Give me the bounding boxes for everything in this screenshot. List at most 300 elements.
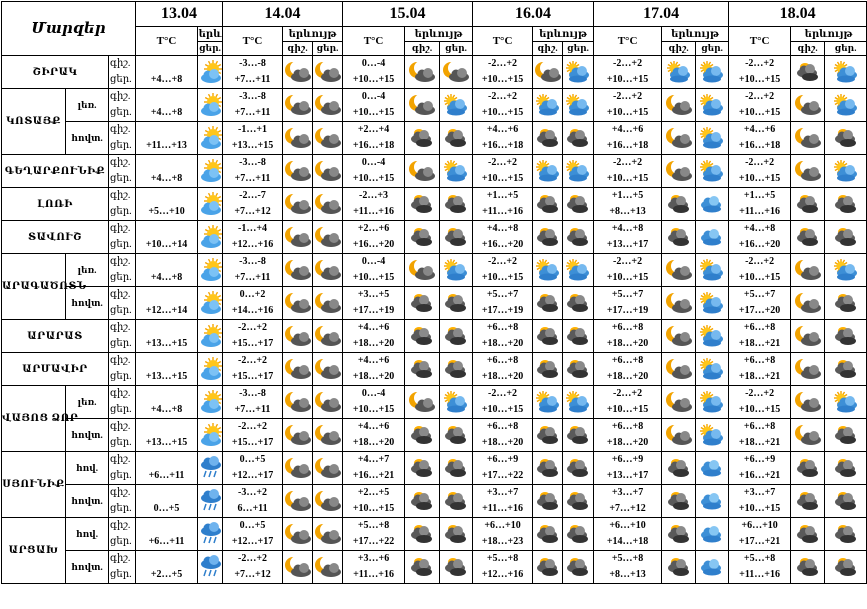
time-labels bbox=[109, 485, 136, 518]
temperature-cell bbox=[136, 452, 198, 485]
weather-cell bbox=[533, 254, 563, 287]
weather-cell bbox=[440, 122, 473, 155]
weather-cell bbox=[533, 518, 563, 551]
time-labels bbox=[109, 122, 136, 155]
weather-cell bbox=[313, 320, 343, 353]
overcast-icon bbox=[563, 423, 593, 447]
day-temp: +4…+8 bbox=[150, 272, 183, 283]
temperature-cell bbox=[729, 551, 791, 584]
night-temp bbox=[136, 386, 197, 402]
day-temp: +14…+18 bbox=[606, 536, 649, 547]
table-row bbox=[2, 56, 867, 89]
rain-cloud-icon bbox=[198, 555, 222, 579]
weather-cell bbox=[533, 353, 563, 386]
weather-cell bbox=[563, 254, 594, 287]
temperature-cell bbox=[343, 122, 405, 155]
night-temp bbox=[136, 551, 197, 567]
night-temp: +2…+6 bbox=[357, 223, 390, 234]
day-temp: +7…+11 bbox=[234, 74, 271, 85]
subregion-name: հովտ. bbox=[66, 287, 109, 320]
weather-cell bbox=[283, 254, 313, 287]
temperature-cell bbox=[594, 221, 662, 254]
partly-cloudy-icon bbox=[825, 258, 866, 282]
day-label: ցեր. bbox=[110, 470, 132, 481]
weather-cell bbox=[563, 353, 594, 386]
partly-cloudy-icon bbox=[440, 258, 472, 282]
temperature-cell bbox=[136, 353, 198, 386]
night-temp bbox=[136, 254, 197, 270]
moon-cloud-icon bbox=[791, 357, 824, 381]
table-row bbox=[2, 485, 867, 518]
sunny-clouds-icon bbox=[198, 423, 222, 447]
weather-cell bbox=[440, 419, 473, 452]
weather-cell bbox=[791, 254, 825, 287]
weather-cell bbox=[696, 452, 729, 485]
temperature-cell bbox=[594, 419, 662, 452]
night-temp bbox=[136, 287, 197, 303]
day-temp: +15…+17 bbox=[231, 338, 274, 349]
overcast-icon bbox=[563, 357, 593, 381]
temperature-cell bbox=[473, 188, 533, 221]
subregion-name: լեռ. bbox=[66, 386, 109, 419]
weather-cell bbox=[696, 386, 729, 419]
day-temp: +10…+15 bbox=[352, 107, 395, 118]
weather-cell bbox=[696, 419, 729, 452]
night-label: գիշ. bbox=[110, 355, 131, 366]
weather-cell bbox=[283, 518, 313, 551]
night-temp: +2…+5 bbox=[357, 487, 390, 498]
night-temp: +6…+8 bbox=[486, 322, 519, 333]
day-header: ցեր. bbox=[440, 42, 473, 56]
region-name: ԿՈՏԱՅՔ bbox=[2, 89, 66, 155]
weather-cell bbox=[563, 188, 594, 221]
weather-cell bbox=[405, 353, 440, 386]
overcast-icon bbox=[533, 126, 562, 150]
night-temp: -2…+2 bbox=[238, 553, 268, 564]
overcast-icon bbox=[662, 456, 695, 480]
table-row bbox=[2, 221, 867, 254]
overcast-icon bbox=[440, 357, 472, 381]
overcast-icon bbox=[440, 291, 472, 315]
overcast-icon bbox=[825, 324, 866, 348]
temperature-cell bbox=[594, 56, 662, 89]
weather-cell bbox=[198, 287, 223, 320]
day-header: ցեր. bbox=[313, 42, 343, 56]
weather-header: երևույթ bbox=[791, 27, 867, 42]
night-temp: -2…+2 bbox=[745, 91, 775, 102]
day-temp: +7…+11 bbox=[234, 272, 271, 283]
night-temp bbox=[136, 221, 197, 237]
temperature-cell bbox=[343, 419, 405, 452]
day-temp: +16…+20 bbox=[481, 239, 524, 250]
night-temp: -2…+2 bbox=[488, 388, 518, 399]
day-temp: +7…+11 bbox=[234, 404, 271, 415]
moon-cloud-icon bbox=[283, 357, 312, 381]
overcast-icon bbox=[440, 456, 472, 480]
night-temp: -2…+2 bbox=[613, 388, 643, 399]
table-row bbox=[2, 122, 867, 155]
weather-cell bbox=[696, 122, 729, 155]
day-temp: +18…+20 bbox=[606, 371, 649, 382]
weather-cell bbox=[313, 89, 343, 122]
table-row bbox=[2, 353, 867, 386]
moon-cloud-icon bbox=[791, 390, 824, 414]
subregion-name: հովտ. bbox=[66, 419, 109, 452]
overcast-icon bbox=[405, 291, 439, 315]
overcast-icon bbox=[563, 324, 593, 348]
weather-cell bbox=[283, 452, 313, 485]
night-temp: -1…+1 bbox=[238, 124, 268, 135]
table-row bbox=[2, 287, 867, 320]
weather-header: երևույթ bbox=[662, 27, 729, 42]
region-name: ՍՅՈՒՆԻՔ bbox=[2, 452, 66, 518]
temperature-cell bbox=[729, 353, 791, 386]
weather-cell bbox=[825, 353, 867, 386]
table-row bbox=[2, 419, 867, 452]
region-name: ԱՐՄԱՎԻՐ bbox=[2, 353, 109, 386]
day-label: ցեր. bbox=[110, 206, 132, 217]
weather-cell bbox=[313, 452, 343, 485]
weather-cell bbox=[405, 551, 440, 584]
weather-cell bbox=[533, 551, 563, 584]
night-temp: +5…+7 bbox=[486, 289, 519, 300]
day-temp: +16…+21 bbox=[352, 470, 395, 481]
weather-cell bbox=[662, 386, 696, 419]
partly-cloudy-icon bbox=[825, 93, 866, 117]
weather-cell bbox=[791, 89, 825, 122]
night-label: գիշ. bbox=[110, 256, 131, 267]
night-label: գիշ. bbox=[110, 388, 131, 399]
overcast-icon bbox=[533, 291, 562, 315]
temperature-cell bbox=[223, 419, 283, 452]
moon-cloud-icon bbox=[283, 324, 312, 348]
region-name: ԳԵՂԱՐՔՈՒՆԻՔ bbox=[2, 155, 109, 188]
weather-cell bbox=[198, 551, 223, 584]
weather-cell bbox=[405, 320, 440, 353]
temperature-cell bbox=[473, 518, 533, 551]
table-row bbox=[2, 386, 867, 419]
moon-cloud-icon bbox=[662, 93, 695, 117]
day-temp: +12…+16 bbox=[481, 569, 524, 580]
overcast-icon bbox=[405, 126, 439, 150]
weather-cell bbox=[533, 89, 563, 122]
night-temp: -3…-8 bbox=[239, 157, 266, 168]
moon-cloud-icon bbox=[791, 159, 824, 183]
night-temp: +6…+8 bbox=[743, 322, 776, 333]
weather-cell bbox=[198, 56, 223, 89]
partly-cloudy-icon bbox=[440, 159, 472, 183]
temperature-cell bbox=[136, 155, 198, 188]
night-temp: 0…-4 bbox=[361, 256, 386, 267]
night-temp: +4…+6 bbox=[357, 421, 390, 432]
temperature-cell bbox=[223, 254, 283, 287]
temperature-header: T°C bbox=[473, 27, 533, 56]
weather-cell bbox=[662, 122, 696, 155]
night-temp: -3…-8 bbox=[239, 256, 266, 267]
weather-cell bbox=[198, 221, 223, 254]
weather-cell bbox=[405, 287, 440, 320]
weather-cell bbox=[198, 188, 223, 221]
moon-cloud-icon bbox=[662, 357, 695, 381]
weather-cell bbox=[405, 254, 440, 287]
weather-cell bbox=[825, 419, 867, 452]
night-temp bbox=[136, 89, 197, 105]
temperature-header: T°C bbox=[343, 27, 405, 56]
day-temp: +10…+15 bbox=[606, 107, 649, 118]
moon-cloud-icon bbox=[533, 60, 562, 84]
moon-cloud-icon bbox=[313, 522, 342, 546]
temperature-cell bbox=[473, 221, 533, 254]
night-temp: 0…+5 bbox=[239, 454, 266, 465]
weather-cell bbox=[198, 155, 223, 188]
overcast-icon bbox=[533, 324, 562, 348]
overcast-icon bbox=[440, 225, 472, 249]
moon-cloud-icon bbox=[313, 456, 342, 480]
night-temp: -2…+2 bbox=[238, 322, 268, 333]
day-temp: +10…+15 bbox=[481, 404, 524, 415]
day-temp: +12…+17 bbox=[231, 470, 274, 481]
day-temp: +17…+22 bbox=[481, 470, 524, 481]
overcast-icon bbox=[533, 489, 562, 513]
overcast-icon bbox=[662, 555, 695, 579]
sunny-clouds-icon bbox=[198, 126, 222, 150]
day-header: ցեր. bbox=[825, 42, 867, 56]
night-temp: +1…+5 bbox=[486, 190, 519, 201]
partly-cloudy-icon bbox=[696, 93, 728, 117]
day-temp: +15…+17 bbox=[231, 437, 274, 448]
moon-cloud-icon bbox=[283, 258, 312, 282]
temperature-cell bbox=[729, 419, 791, 452]
partly-cloudy-icon bbox=[662, 60, 695, 84]
day-temp: +7…+12 bbox=[609, 503, 646, 514]
weather-cell bbox=[533, 155, 563, 188]
rain-cloud-icon bbox=[198, 489, 222, 513]
weather-cell bbox=[563, 89, 594, 122]
weather-cell bbox=[662, 551, 696, 584]
overcast-icon bbox=[440, 192, 472, 216]
weather-cell bbox=[440, 518, 473, 551]
night-temp: +6…+10 bbox=[741, 520, 778, 531]
temperature-cell bbox=[729, 56, 791, 89]
weather-cell bbox=[791, 122, 825, 155]
temperature-header: T°C bbox=[223, 27, 283, 56]
date-header: 17.04 bbox=[594, 2, 729, 27]
weather-cell bbox=[440, 320, 473, 353]
night-temp: -2…+2 bbox=[613, 58, 643, 69]
temperature-cell bbox=[594, 386, 662, 419]
weather-cell bbox=[313, 485, 343, 518]
day-temp: 0…+5 bbox=[153, 503, 180, 514]
weather-cell bbox=[313, 56, 343, 89]
night-temp: +4…+8 bbox=[743, 223, 776, 234]
temperature-cell bbox=[223, 89, 283, 122]
date-header: 16.04 bbox=[473, 2, 594, 27]
day-temp: +13…+15 bbox=[145, 371, 188, 382]
sunny-clouds-icon bbox=[198, 357, 222, 381]
moon-cloud-icon bbox=[313, 291, 342, 315]
temperature-cell bbox=[136, 89, 198, 122]
overcast-icon bbox=[405, 555, 439, 579]
night-temp: +6…+9 bbox=[486, 454, 519, 465]
weather-cell bbox=[825, 89, 867, 122]
moon-cloud-icon bbox=[283, 126, 312, 150]
day-temp: +18…+21 bbox=[738, 338, 781, 349]
time-labels bbox=[109, 518, 136, 551]
temperature-cell bbox=[343, 221, 405, 254]
weather-cell bbox=[198, 386, 223, 419]
partly-cloudy-icon bbox=[563, 258, 593, 282]
day-header: ցեր. bbox=[696, 42, 729, 56]
sunny-clouds-icon bbox=[198, 60, 222, 84]
overcast-icon bbox=[533, 357, 562, 381]
weather-cell bbox=[440, 155, 473, 188]
night-temp: +6…+8 bbox=[743, 355, 776, 366]
weather-cell bbox=[313, 287, 343, 320]
day-temp: +10…+15 bbox=[738, 404, 781, 415]
day-label: ցեր. bbox=[110, 74, 132, 85]
temperature-cell bbox=[343, 56, 405, 89]
overcast-icon bbox=[405, 489, 439, 513]
night-label: գիշ. bbox=[110, 124, 131, 135]
day-temp: +16…+18 bbox=[606, 140, 649, 151]
night-temp: +6…+10 bbox=[484, 520, 521, 531]
night-label: գիշ. bbox=[110, 91, 131, 102]
day-temp: +10…+15 bbox=[606, 74, 649, 85]
overcast-icon bbox=[791, 489, 824, 513]
temperature-cell bbox=[729, 89, 791, 122]
weather-cell bbox=[696, 551, 729, 584]
temperature-cell bbox=[136, 188, 198, 221]
overcast-icon bbox=[662, 192, 695, 216]
weather-cell bbox=[405, 518, 440, 551]
weather-cell bbox=[563, 287, 594, 320]
night-temp: -2…-7 bbox=[239, 190, 266, 201]
overcast-icon bbox=[825, 225, 866, 249]
weather-cell bbox=[283, 485, 313, 518]
night-header: գիշ. bbox=[662, 42, 696, 56]
weather-cell bbox=[198, 89, 223, 122]
weather-cell bbox=[283, 353, 313, 386]
weather-cell bbox=[696, 188, 729, 221]
weather-cell bbox=[696, 353, 729, 386]
day-temp: +13…+15 bbox=[145, 437, 188, 448]
weather-cell bbox=[405, 188, 440, 221]
weather-cell bbox=[533, 287, 563, 320]
night-temp: +3…+7 bbox=[611, 487, 644, 498]
moon-cloud-icon bbox=[791, 324, 824, 348]
night-temp: +2…+4 bbox=[357, 124, 390, 135]
weather-cell bbox=[198, 485, 223, 518]
temperature-cell bbox=[343, 287, 405, 320]
night-temp bbox=[136, 518, 197, 534]
day-label: ցեր. bbox=[110, 404, 132, 415]
overcast-icon bbox=[825, 192, 866, 216]
temperature-cell bbox=[136, 56, 198, 89]
weather-cell bbox=[533, 188, 563, 221]
temperature-cell bbox=[729, 155, 791, 188]
night-temp: 0…+2 bbox=[239, 289, 266, 300]
overcast-icon bbox=[825, 555, 866, 579]
subregion-name: հովտ. bbox=[66, 551, 109, 584]
weather-cell bbox=[533, 221, 563, 254]
time-labels bbox=[109, 188, 136, 221]
cloud-blue-icon bbox=[696, 456, 728, 480]
temperature-cell bbox=[136, 221, 198, 254]
overcast-icon bbox=[440, 324, 472, 348]
temperature-cell bbox=[343, 89, 405, 122]
temperature-cell bbox=[136, 254, 198, 287]
day-label: ցեր. bbox=[110, 239, 132, 250]
weather-cell bbox=[791, 419, 825, 452]
night-temp: 0…-4 bbox=[361, 157, 386, 168]
weather-cell bbox=[825, 122, 867, 155]
weather-cell bbox=[440, 551, 473, 584]
temperature-cell bbox=[473, 155, 533, 188]
overcast-icon bbox=[825, 291, 866, 315]
overcast-icon bbox=[825, 357, 866, 381]
temperature-cell bbox=[729, 452, 791, 485]
region-name: ԱՐԱՐԱՏ bbox=[2, 320, 109, 353]
night-temp: -2…+2 bbox=[488, 58, 518, 69]
day-temp: +10…+15 bbox=[481, 107, 524, 118]
weather-cell bbox=[405, 221, 440, 254]
time-labels bbox=[109, 89, 136, 122]
temperature-cell bbox=[343, 386, 405, 419]
day-temp: +7…+11 bbox=[234, 107, 271, 118]
day-label: ցեր. bbox=[110, 305, 132, 316]
table-row bbox=[2, 518, 867, 551]
moon-cloud-icon bbox=[313, 225, 342, 249]
region-name: ԼՈՌԻ bbox=[2, 188, 109, 221]
night-label: գիշ. bbox=[110, 58, 131, 69]
weather-cell bbox=[405, 452, 440, 485]
night-label: գիշ. bbox=[110, 289, 131, 300]
day-temp: +18…+23 bbox=[481, 536, 524, 547]
night-temp: +3…+5 bbox=[357, 289, 390, 300]
temperature-cell bbox=[473, 551, 533, 584]
weather-cell bbox=[440, 353, 473, 386]
day-temp: +10…+15 bbox=[352, 74, 395, 85]
weather-cell bbox=[825, 320, 867, 353]
night-temp bbox=[136, 122, 197, 138]
day-temp: +7…+12 bbox=[234, 206, 271, 217]
temperature-cell bbox=[136, 386, 198, 419]
weather-cell bbox=[825, 551, 867, 584]
overcast-icon bbox=[533, 522, 562, 546]
overcast-icon bbox=[791, 555, 824, 579]
night-header: գիշ. bbox=[533, 42, 563, 56]
partly-cloudy-icon bbox=[825, 390, 866, 414]
temperature-cell bbox=[729, 188, 791, 221]
weather-cell bbox=[791, 320, 825, 353]
temperature-cell bbox=[729, 254, 791, 287]
day-temp: +10…+15 bbox=[481, 272, 524, 283]
overcast-icon bbox=[662, 522, 695, 546]
day-temp: +10…+15 bbox=[352, 272, 395, 283]
night-temp: +4…+6 bbox=[486, 124, 519, 135]
temperature-cell bbox=[473, 89, 533, 122]
moon-cloud-icon bbox=[283, 225, 312, 249]
weather-header: երևույթ bbox=[405, 27, 473, 42]
night-temp: +4…+6 bbox=[357, 355, 390, 366]
night-temp: +3…+7 bbox=[486, 487, 519, 498]
day-temp: +2…+5 bbox=[150, 569, 183, 580]
day-temp: +10…+15 bbox=[738, 107, 781, 118]
day-temp: +15…+17 bbox=[231, 371, 274, 382]
weather-cell bbox=[696, 56, 729, 89]
weather-cell bbox=[533, 419, 563, 452]
weather-cell bbox=[313, 188, 343, 221]
